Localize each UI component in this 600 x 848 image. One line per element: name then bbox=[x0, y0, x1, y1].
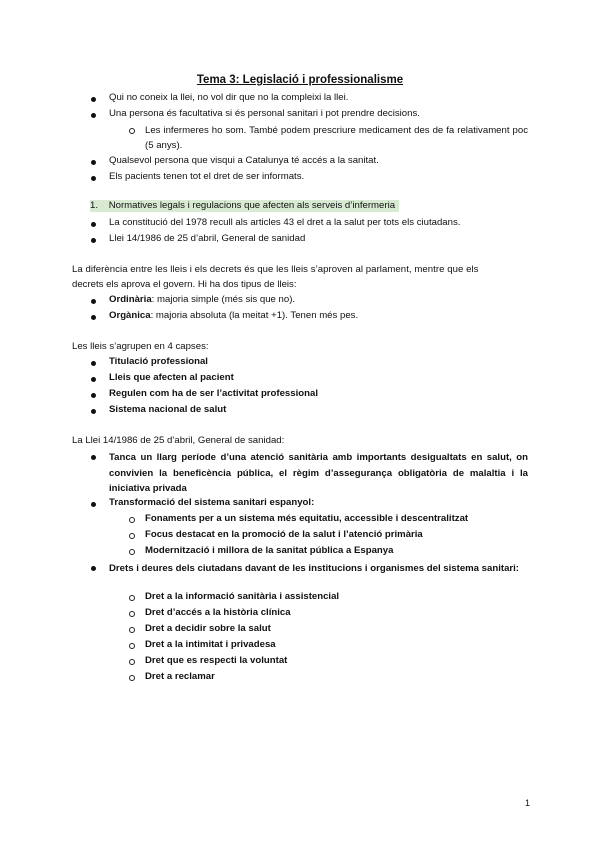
bullet-icon bbox=[91, 409, 96, 414]
law-sub-bullet: Dret a reclamar bbox=[145, 671, 215, 682]
group-item: Titulació professional bbox=[109, 356, 208, 367]
law-sub-bullet: Dret d’accés a la història clínica bbox=[145, 607, 291, 618]
groups-intro: Les lleis s’agrupen en 4 capses: bbox=[72, 341, 209, 352]
law-sub-bullet: Dret a la intimitat i privadesa bbox=[145, 639, 276, 650]
bullet-icon bbox=[91, 502, 96, 507]
sub-bullet-icon bbox=[129, 533, 135, 539]
bullet-icon bbox=[91, 455, 96, 460]
sub-bullet-icon bbox=[129, 128, 135, 134]
paragraph-line: decrets els aprova el govern. Hi ha dos tipus de lleis: bbox=[72, 279, 297, 290]
law-type-item bbox=[109, 294, 295, 306]
bullet-icon bbox=[91, 176, 96, 181]
sub-bullet-icon bbox=[129, 611, 135, 617]
intro-bullet: Els pacients tenen tot el dret de ser informats. bbox=[109, 171, 305, 182]
law-sub-bullet: Focus destacat en la promoció de la salut i l’atenció primària bbox=[145, 529, 423, 540]
bullet-icon bbox=[91, 299, 96, 304]
section-number: 1. bbox=[90, 200, 99, 211]
page-number: 1 bbox=[524, 798, 530, 808]
bullet-icon bbox=[91, 377, 96, 382]
law-bullet: Transformació del sistema sanitari espanyol: bbox=[109, 497, 315, 508]
law-sub-bullet: Dret que es respecti la voluntat bbox=[145, 655, 288, 666]
law-sub-bullet: Modernització i millora de la sanitat pública a Espanya bbox=[145, 545, 394, 556]
bullet-icon bbox=[91, 315, 96, 320]
sub-bullet-icon bbox=[129, 517, 135, 523]
intro-bullet: Qualsevol persona que visqui a Catalunya té accés a la sanitat. bbox=[109, 155, 379, 166]
law-sub-bullet: Dret a la informació sanitària i assistencial bbox=[145, 591, 340, 602]
sub-bullet-icon bbox=[129, 643, 135, 649]
law-type-desc: : majoria simple (més sis que no). bbox=[151, 294, 296, 305]
sub-bullet-icon bbox=[129, 549, 135, 555]
group-item: Lleis que afecten al pacient bbox=[109, 372, 234, 383]
bullet-icon bbox=[91, 238, 96, 243]
intro-bullet: Qui no coneix la llei, no vol dir que no la compleixi la llei. bbox=[109, 92, 349, 103]
bullet-icon bbox=[91, 222, 96, 227]
law-type-item bbox=[109, 310, 358, 322]
bullet-icon bbox=[91, 566, 96, 571]
sub-bullet-icon bbox=[129, 675, 135, 681]
law-heading: La Llei 14/1986 de 25 d’abril, General de sanidad: bbox=[72, 435, 285, 446]
law-type-desc: : majoria absoluta (la meitat +1). Tenen més pes. bbox=[150, 310, 359, 321]
group-item: Sistema nacional de salut bbox=[109, 404, 227, 415]
intro-sub-bullet: Les infermeres ho som. També podem prescriure medicament des de fa relativament poc (5 anys). bbox=[145, 125, 528, 151]
law-sub-bullet: Dret a decidir sobre la salut bbox=[145, 623, 271, 634]
bullet-icon bbox=[91, 160, 96, 165]
intro-bullet: Una persona és facultativa si és personal sanitari i pot prendre decisions. bbox=[109, 108, 420, 119]
bullet-icon bbox=[91, 393, 96, 398]
page-title: Tema 3: Legislació i professionalisme bbox=[196, 74, 404, 86]
bullet-icon bbox=[91, 113, 96, 118]
law-type-name: Ordinària bbox=[109, 294, 152, 305]
bullet-icon bbox=[91, 361, 96, 366]
paragraph-line: La diferència entre les lleis i els decrets és que les lleis s’aproven al parlament, mentre que els bbox=[72, 264, 479, 275]
group-item: Regulen com ha de ser l’activitat professional bbox=[109, 388, 318, 399]
law-bullet: Drets i deures dels ciutadans davant de les institucions i organismes del sistema sanitari: bbox=[109, 563, 520, 574]
sub-bullet-icon bbox=[129, 595, 135, 601]
section-bullet: La constitució del 1978 recull als articles 43 el dret a la salut per tots els ciutadans. bbox=[109, 217, 461, 228]
section-heading bbox=[90, 200, 399, 212]
bullet-icon bbox=[91, 97, 96, 102]
sub-bullet-icon bbox=[129, 659, 135, 665]
section-title: Normatives legals i regulacions que afecten als serveis d’infermeria bbox=[108, 200, 396, 211]
law-sub-bullet: Fonaments per a un sistema més equitatiu, accessible i descentralitzat bbox=[145, 513, 469, 524]
law-type-name: Orgànica bbox=[109, 310, 151, 321]
section-bullet: Llei 14/1986 de 25 d’abril, General de sanidad bbox=[109, 233, 306, 244]
sub-bullet-icon bbox=[129, 627, 135, 633]
law-bullet: Tanca un llarg període d’una atenció sanitària amb importants desigualtats en salut, on convivien la beneficència pública, el règim d’assegurança obligatòria de malaltia i la iniciativa privada bbox=[109, 452, 528, 494]
